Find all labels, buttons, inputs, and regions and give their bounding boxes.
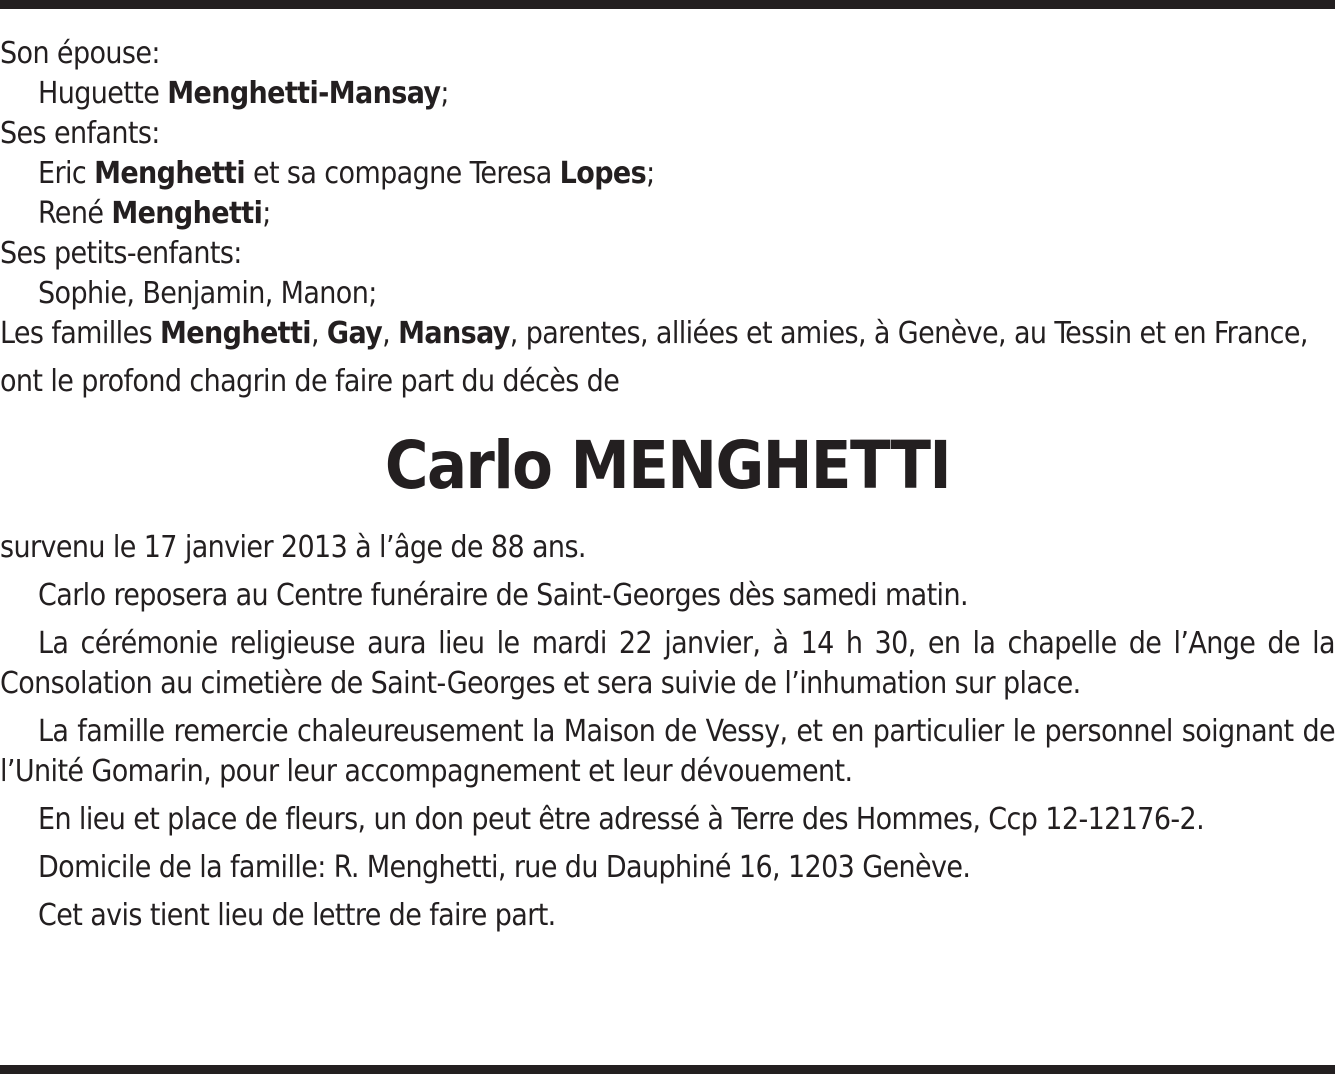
child-line-1	[0, 154, 1335, 194]
child1-end: ;	[646, 156, 655, 191]
spouse-label: Son épouse:	[0, 36, 160, 71]
paragraph-closing: Cet avis tient lieu de lettre de faire part.	[38, 898, 556, 933]
child1-last-name: Menghetti	[94, 156, 245, 191]
bottom-rule	[0, 1065, 1335, 1074]
children-label: Ses enfants:	[0, 116, 160, 151]
families-sep-2: ,	[382, 316, 391, 351]
paragraph-viewing: Carlo reposera au Centre funéraire de Saint-Georges dès samedi matin.	[38, 578, 968, 613]
family-name-1: Menghetti	[160, 316, 311, 351]
deceased-name: Carlo MENGHETTI	[384, 427, 951, 504]
child2-last-name: Menghetti	[111, 196, 263, 231]
child2-first-name: René	[38, 196, 104, 231]
grandchildren-label: Ses petits-enfants:	[0, 236, 242, 271]
family-name-2: Gay	[326, 316, 383, 351]
child1-partner-text: et sa compagne Teresa	[252, 156, 552, 191]
death-notice	[0, 34, 1335, 936]
child1-first-name: Eric	[38, 156, 87, 191]
paragraph-address: Domicile de la famille: R. Menghetti, rue du Dauphiné 16, 1203 Genève.	[38, 850, 971, 885]
families-line	[0, 314, 1335, 354]
family-name-3: Mansay	[398, 316, 510, 351]
families-rest: , parentes, alliées et amies, à Genève, au Tessin et en France,	[509, 316, 1308, 351]
child1-partner-last-name: Lopes	[559, 156, 647, 191]
announcement-text: ont le profond chagrin de faire part du décès de	[0, 364, 620, 399]
spouse-line	[0, 74, 1335, 114]
paragraph-ceremony: La cérémonie religieuse aura lieu le mardi 22 janvier, à 14 h 30, en la chapelle de l’Ange de la Consolation au cimetière de Saint-Georges et sera suivie de l’inhumation sur place.	[0, 626, 1335, 701]
paragraph-donation: En lieu et place de fleurs, un don peut être adressé à Terre des Hommes, Ccp 12-12176-2.	[38, 802, 1205, 837]
families-sep-1: ,	[310, 316, 319, 351]
spouse-first-name: Huguette	[38, 76, 160, 111]
top-rule	[0, 0, 1335, 9]
death-info: survenu le 17 janvier 2013 à l’âge de 88 ans.	[0, 530, 586, 565]
paragraph-thanks: La famille remercie chaleureusement la Maison de Vessy, et en particulier le personnel soignant de l’Unité Gomarin, pour leur accompagnement et leur dévouement.	[0, 714, 1335, 789]
spouse-end: ;	[440, 76, 449, 111]
child-line-2	[0, 194, 1335, 234]
grandchildren-names: Sophie, Benjamin, Manon;	[38, 276, 377, 311]
spouse-last-name: Menghetti-Mansay	[167, 76, 441, 111]
families-prefix: Les familles	[0, 316, 153, 351]
child2-end: ;	[262, 196, 271, 231]
